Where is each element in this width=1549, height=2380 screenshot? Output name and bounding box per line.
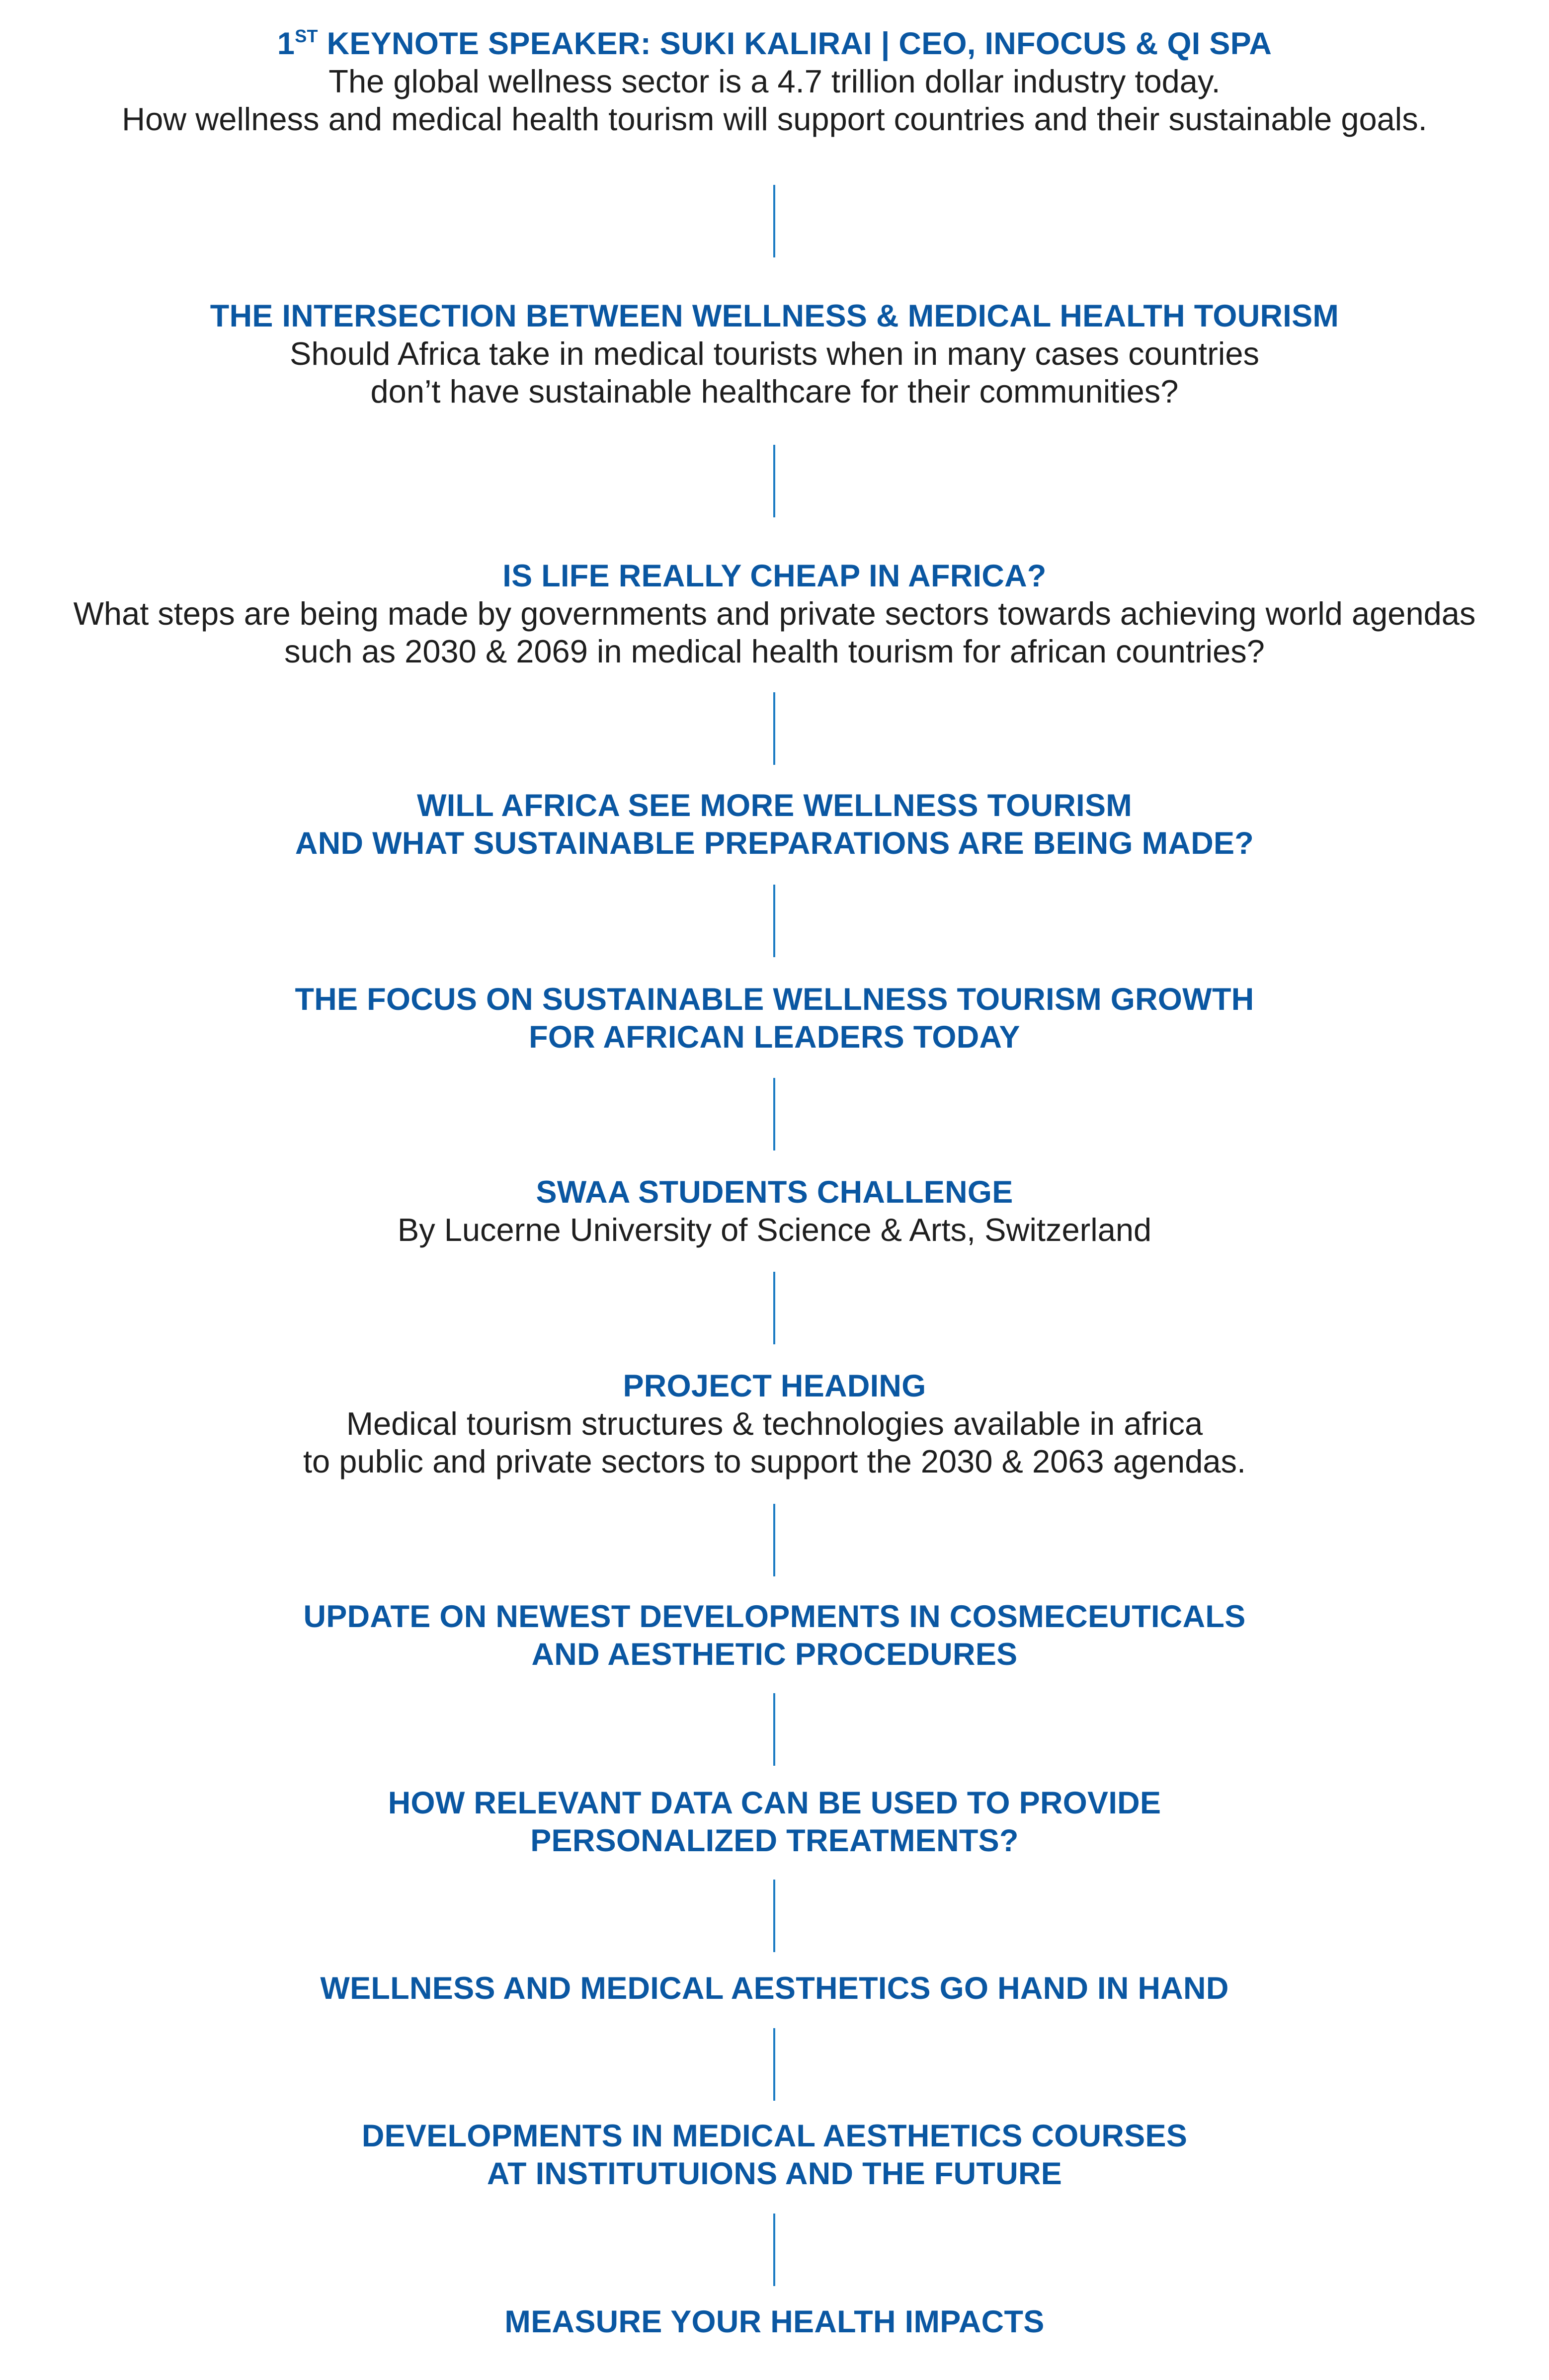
timeline-connector [773,2214,775,2286]
section-wellness-tourism [0,787,1549,862]
section-sustainable-growth [0,981,1549,1056]
section-measure-impacts [0,2303,1549,2341]
section-description: Should Africa take in medical tourists when in many cases countries [290,335,1259,372]
section-title: 1ST KEYNOTE SPEAKER: SUKI KALIRAI | CEO, INFOCUS & QI SPA [277,26,1272,61]
section-description: How wellness and medical health tourism will support countries and their sustainable goals. [122,101,1427,137]
section-description: to public and private sectors to support the 2030 & 2063 agendas. [303,1443,1246,1479]
section-cosmeceuticals [0,1598,1549,1673]
section-title: HOW RELEVANT DATA CAN BE USED TO PROVIDE [388,1786,1161,1820]
section-title: UPDATE ON NEWEST DEVELOPMENTS IN COSMECEUTICALS [303,1599,1246,1634]
timeline-connector [773,1078,775,1150]
timeline-connector [773,885,775,957]
section-title: MEASURE YOUR HEALTH IMPACTS [504,2304,1045,2339]
timeline-connector [773,1504,775,1576]
section-description: What steps are being made by governments and private sectors towards achieving world agendas [73,595,1476,632]
section-description: The global wellness sector is a 4.7 trillion dollar industry today. [328,63,1221,99]
section-description: such as 2030 & 2069 in medical health tourism for african countries? [284,633,1265,669]
section-hand-in-hand [0,1970,1549,2007]
timeline-connector [773,185,775,257]
section-title: PERSONALIZED TREATMENTS? [530,1823,1019,1858]
section-intersection [0,297,1549,410]
section-title: FOR AFRICAN LEADERS TODAY [529,1020,1020,1055]
section-title: AT INSTITUTUIONS AND THE FUTURE [487,2156,1062,2191]
section-keynote [0,25,1549,138]
section-description: don’t have sustainable healthcare for their communities? [370,373,1179,410]
section-title: WILL AFRICA SEE MORE WELLNESS TOURISM [416,788,1133,823]
section-title: THE FOCUS ON SUSTAINABLE WELLNESS TOURISM GROWTH [295,982,1254,1017]
section-life-cheap [0,557,1549,670]
section-title: SWAA STUDENTS CHALLENGE [536,1175,1013,1210]
section-title: DEVELOPMENTS IN MEDICAL AESTHETICS COURSES [361,2119,1188,2153]
section-description: Medical tourism structures & technologies available in africa [346,1405,1203,1442]
section-title: AND WHAT SUSTAINABLE PREPARATIONS ARE BEING MADE? [295,826,1254,861]
section-aesthetics-courses [0,2117,1549,2193]
timeline-connector [773,1272,775,1344]
timeline-connector [773,445,775,517]
section-project-heading [0,1367,1549,1480]
section-swaa [0,1173,1549,1249]
section-title: AND AESTHETIC PROCEDURES [531,1637,1018,1672]
section-description: By Lucerne University of Science & Arts, Switzerland [397,1212,1152,1248]
timeline-connector [773,1880,775,1952]
timeline-connector [773,2028,775,2101]
section-title: WELLNESS AND MEDICAL AESTHETICS GO HAND IN HAND [320,1971,1229,2006]
section-title: PROJECT HEADING [623,1369,926,1403]
section-title: IS LIFE REALLY CHEAP IN AFRICA? [502,559,1047,593]
section-title: THE INTERSECTION BETWEEN WELLNESS & MEDICAL HEALTH TOURISM [210,299,1339,333]
section-relevant-data [0,1784,1549,1860]
timeline-connector [773,692,775,765]
timeline-connector [773,1693,775,1766]
